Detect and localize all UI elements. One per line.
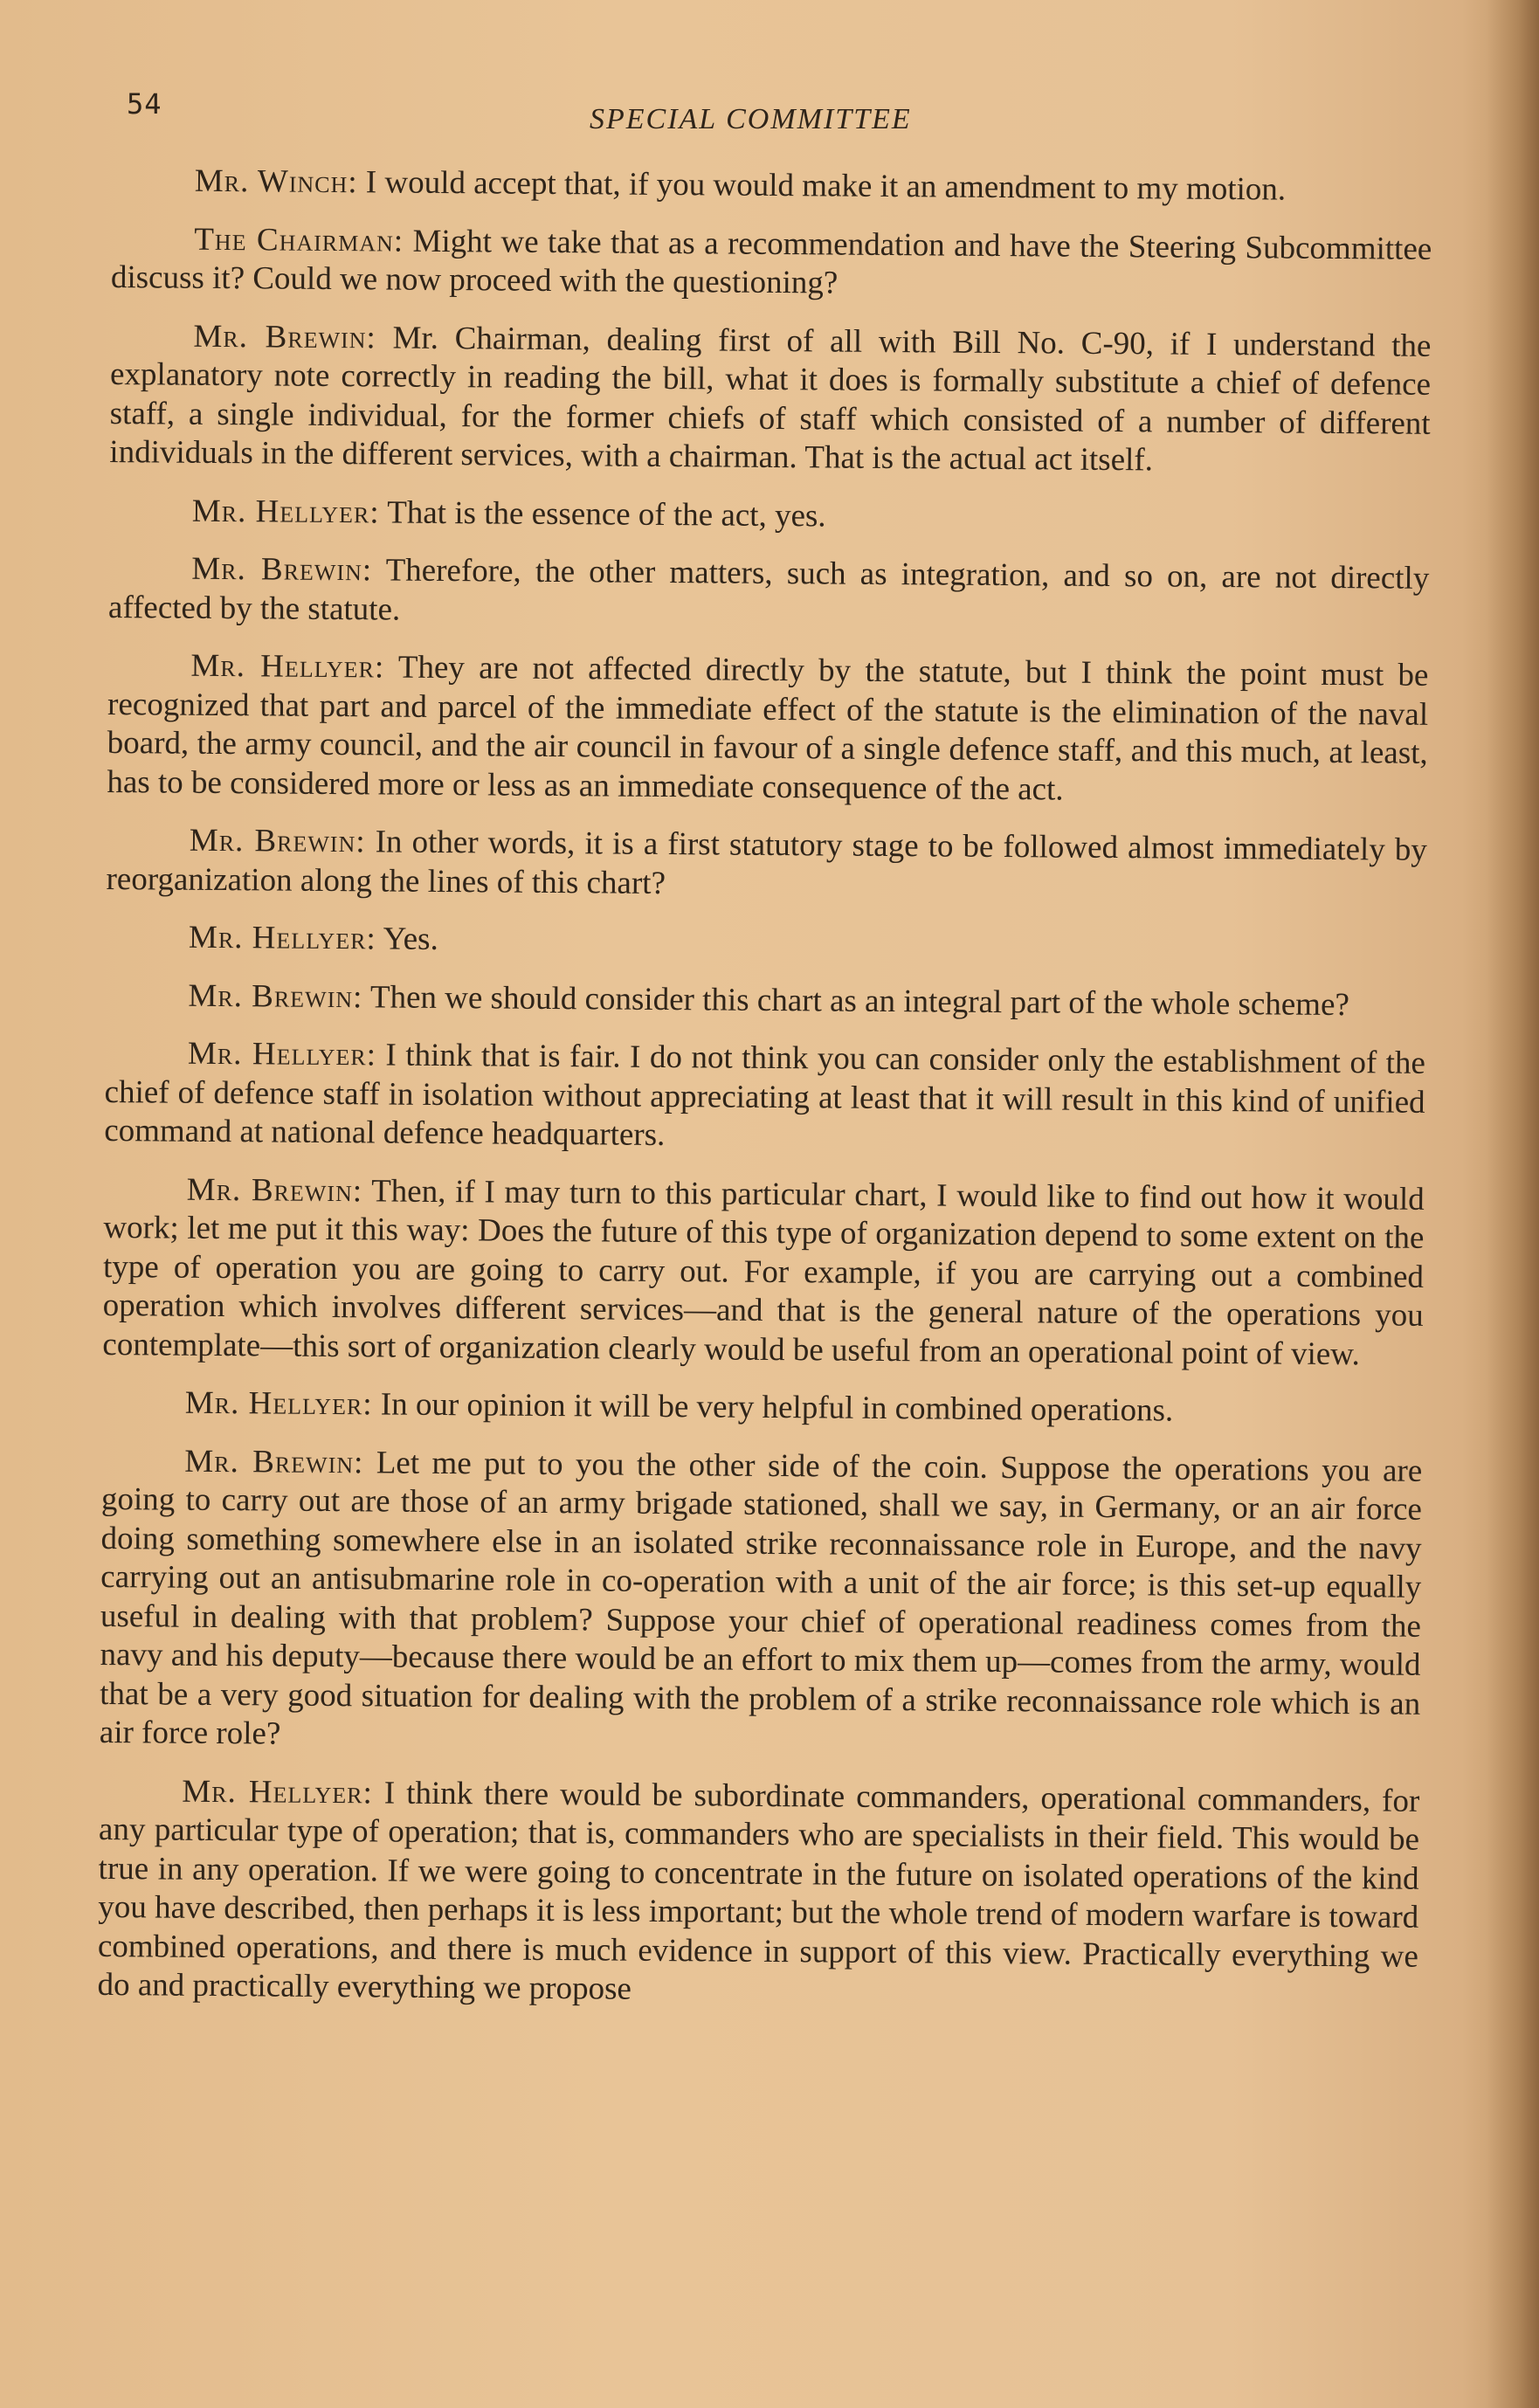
- paragraph-brewin-integration: [108, 549, 1430, 638]
- paragraph-text: Mr. Chairman, dealing first of all with Bill No. C-90, if I understand the explanatory note correctly in reading the bill, what it does is formally substitute a chief of defence staff, a single individual, for the former chiefs of staff which consisted of a number of different individuals in the different services, with a chairman. That is the actual act itself.: [109, 319, 1432, 479]
- paragraph-text: Therefore, the other matters, such as integration, and so on, are not directly affected by the statute.: [107, 552, 1430, 628]
- speaker-label: Mr. Hellyer:: [190, 647, 385, 686]
- paragraph-text: I think there would be subordinate commanders, operational commanders, for any particular type of operation; that is, commanders who are specialists in their field. This would be true in any operation. If we were going to concentrate in the future on isolated operations of the kind you have described, then perhaps it is less important; but the whole trend of modern warfare is toward combined operations, and there is much evidence in support of this view. Practically everything we do and practically everything we propose: [97, 1774, 1420, 2007]
- paragraph-chairman-recommendation: [111, 219, 1432, 307]
- speaker-label: Mr. Brewin:: [189, 822, 366, 860]
- paragraph-text: That is the essence of the act, yes.: [379, 493, 826, 534]
- speaker-label: Mr. Hellyer:: [187, 1035, 377, 1073]
- paragraph-text: Yes.: [376, 921, 438, 957]
- paragraph-hellyer-yes: [106, 918, 1426, 967]
- speaker-label: Mr. Hellyer:: [184, 1384, 373, 1423]
- paragraph-brewin-bill-c90: [109, 316, 1431, 482]
- paragraph-text: Then, if I may turn to this particular chart, I would like to find out how it would work; let me put it this way: Does the future of this type of organization depend to some extent on the type of operation you are going to carry out. For example, if you are carrying out a combined operation which involves different services—and that is the general nature of the operations you contemplate—this sort of organization clearly would be useful from an operational point of view.: [102, 1172, 1425, 1372]
- paragraph-text: They are not affected directly by the statute, but I think the point must be recognized that part and parcel of the immediate effect of the statute is the elimination of the naval board, the army council, and the air council in favour of a single defence staff, and this much, at least, has to be considered more or less as an immediate consequence of the act.: [107, 649, 1429, 808]
- paragraph-text: In our opinion it will be very helpful in combined operations.: [372, 1386, 1174, 1429]
- speaker-label: Mr. Brewin:: [188, 977, 363, 1015]
- paragraph-text: In other words, it is a first statutory stage to be followed almost immediately by reorganization along the lines of this chart?: [106, 824, 1428, 901]
- paragraph-text: Might we take that as a recommendation and have the Steering Subcommittee discuss it? Could we now proceed with the questioning?: [110, 223, 1432, 301]
- speaker-label: Mr. Brewin:: [191, 550, 373, 589]
- paragraph-text: I would accept that, if you would make it an amendment to my motion.: [357, 164, 1287, 208]
- speaker-label: Mr. Brewin:: [186, 1171, 363, 1209]
- page-header: [127, 87, 1437, 140]
- paragraph-text: Let me put to you the other side of the coin. Suppose the operations you are going to carry out are those of an army brigade stationed, shall we say, in Germany, or an air force doing something somewhere else in an isolated strike reconnaissance role in Europe, and the navy carrying out an antisubmarine role in co-operation with a unit of the air force; is this set-up equally useful in dealing with that problem? Suppose your chief of operational readiness comes from the navy and his deputy—because there would be an effort to mix them up—comes from the army, would that be a very good situation for dealing with the problem of a strike reconnaissance role which is an air force role?: [99, 1444, 1423, 1752]
- speaker-label: Mr. Brewin:: [184, 1443, 364, 1480]
- paragraph-brewin-first-stage: [106, 821, 1427, 909]
- speaker-label: Mr. Brewin:: [193, 318, 376, 355]
- paragraph-hellyer-subordinate-commanders: [97, 1771, 1419, 2015]
- paragraph-brewin-other-side: [100, 1441, 1423, 1763]
- paragraph-text: I think that is fair. I do not think you can consider only the establishment of the chief of defence staff in isolation without appreciating at least that it will result in this kind of unified command at national defence headquarters.: [104, 1037, 1426, 1154]
- running-head: SPECIAL COMMITTEE: [590, 103, 912, 135]
- paragraph-brewin-chart-integral: [105, 976, 1425, 1025]
- paragraph-text: Then we should consider this chart as an integral part of the whole scheme?: [362, 978, 1350, 1023]
- transcript-body: [97, 162, 1432, 2034]
- paragraph-hellyer-essence: [109, 491, 1430, 540]
- page-number: 54: [127, 87, 162, 121]
- speaker-label: Mr. Hellyer:: [182, 1773, 374, 1811]
- paragraph-hellyer-unified-command: [104, 1034, 1425, 1161]
- paragraph-hellyer-statute: [107, 646, 1428, 812]
- paragraph-brewin-combined-operation: [102, 1170, 1425, 1374]
- speaker-label: Mr. Hellyer:: [191, 493, 380, 530]
- page-edge-shadow: [1487, 0, 1539, 2408]
- paragraph-hellyer-helpful: [102, 1383, 1423, 1432]
- speaker-label: Mr. Hellyer:: [188, 919, 376, 957]
- speaker-label: Mr. Winch:: [194, 162, 358, 201]
- speaker-label: The Chairman:: [194, 221, 404, 259]
